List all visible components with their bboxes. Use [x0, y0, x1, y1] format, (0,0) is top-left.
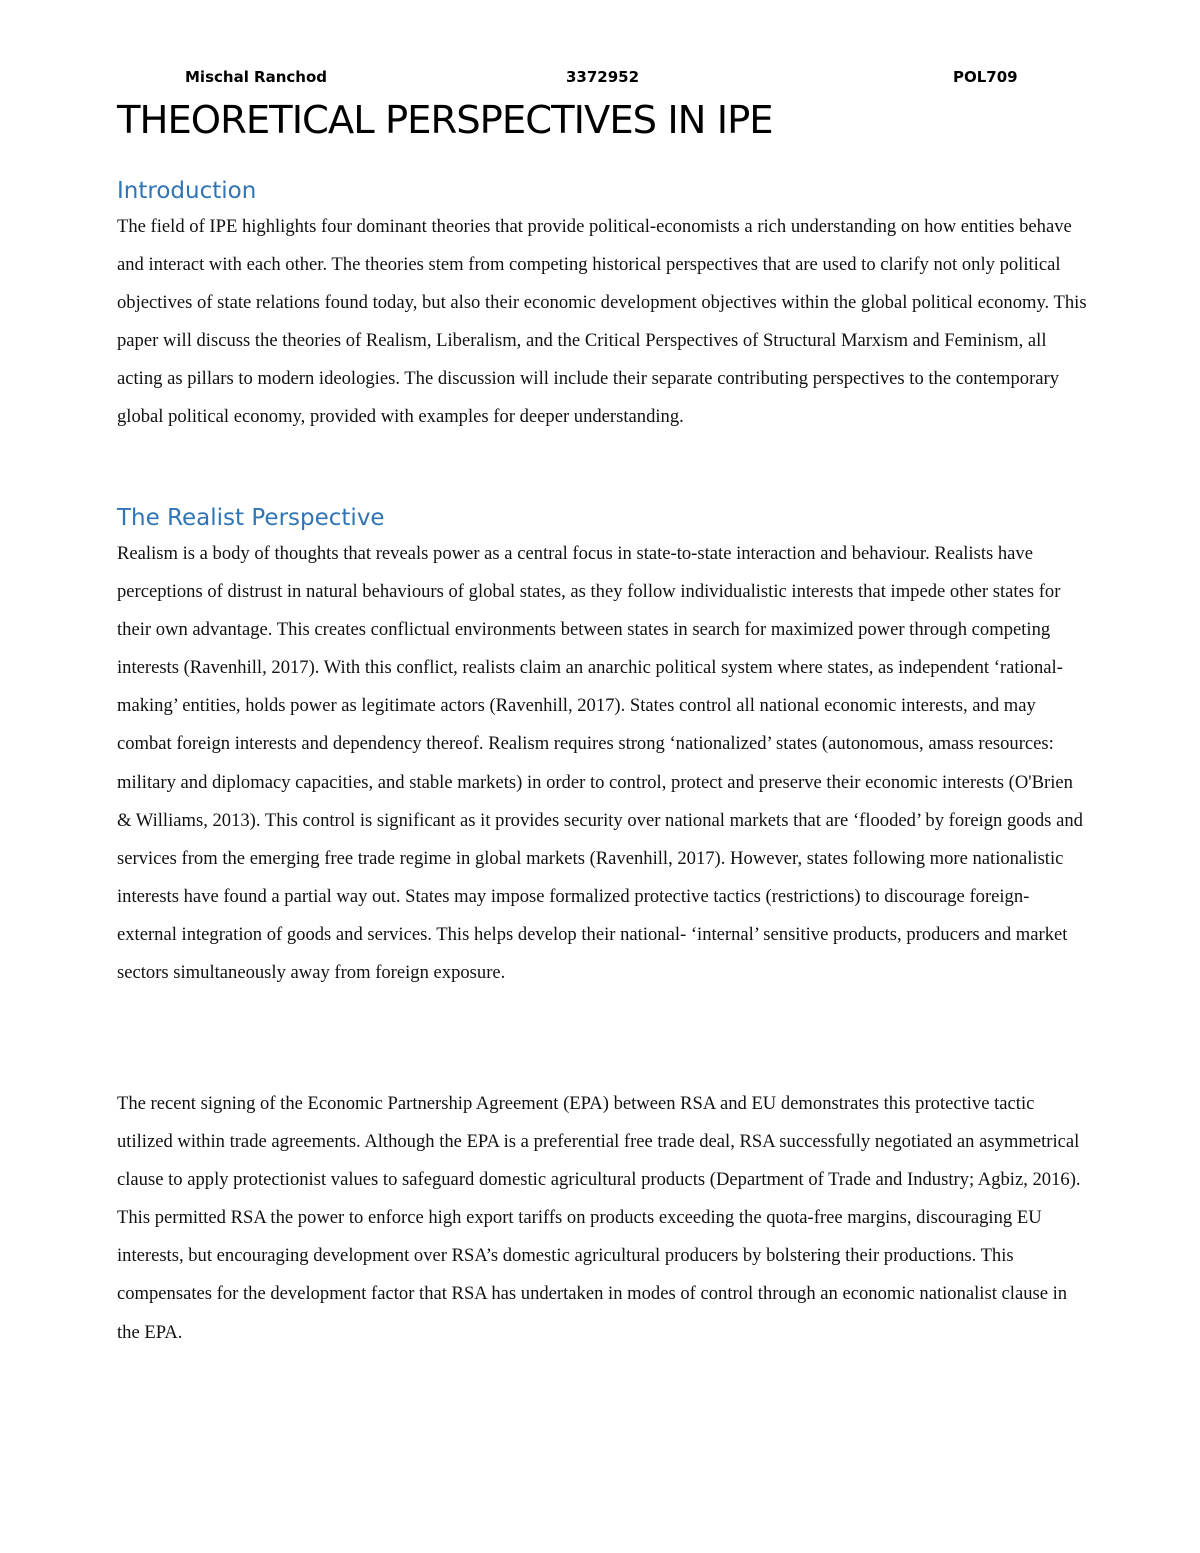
student-number: 3372952 — [566, 68, 640, 86]
paragraph-introduction: The field of IPE highlights four dominant theories that provide political-economists a rich understanding on how entities behave and interact with each other. The theories stem from competing historical perspectives that are used to clarify not only political objectives of state relations found today, but also their economic development objectives within the global political economy. This paper will discuss the theories of Realism, Liberalism, and the Critical Perspectives of Structural Marxism and Feminism, all acting as pillars to modern ideologies. The discussion will include their separate contributing perspectives to the contemporary global political economy, provided with examples for deeper understanding. — [117, 216, 1087, 428]
heading-realist-perspective: The Realist Perspective — [117, 505, 385, 531]
document-title: THEORETICAL PERSPECTIVES IN IPE — [117, 98, 773, 143]
page-header — [0, 68, 1200, 92]
paragraph-realism: Realism is a body of thoughts that reveals power as a central focus in state-to-state interaction and behaviour. Realists have perceptions of distrust in natural behaviours of global states, as they follow individualistic interests that impede other states for their own advantage. This creates conflictual environments between states in search for maximized power through competing interests (Ravenhill, 2017). With this conflict, realists claim an anarchic political system where states, as independent ‘rational-making’ entities, holds power as legitimate actors (Ravenhill, 2017). States control all national economic interests, and may combat foreign interests and dependency thereof. Realism requires strong ‘nationalized’ states (autonomous, amass resources: military and diplomacy capacities, and stable markets) in order to control, protect and preserve their economic interests (O'Brien & Williams, 2013). This control is significant as it provides security over national markets that are ‘flooded’ by foreign goods and services from the emerging free trade regime in global markets (Ravenhill, 2017). However, states following more nationalistic interests have found a partial way out. States may impose formalized protective tactics (restrictions) to discourage foreign- external integration of goods and services. This helps develop their national- ‘internal’ sensitive products, producers and market sectors simultaneously away from foreign exposure. — [117, 543, 1083, 984]
course-code: POL709 — [953, 68, 1018, 86]
heading-introduction: Introduction — [117, 178, 257, 204]
paragraph-epa-example: The recent signing of the Economic Partnership Agreement (EPA) between RSA and EU demonstrates this protective tactic utilized within trade agreements. Although the EPA is a preferential free trade deal, RSA successfully negotiated an asymmetrical clause to apply protectionist values to safeguard domestic agricultural products (Department of Trade and Industry; Agbiz, 2016). This permitted RSA the power to enforce high export tariffs on products exceeding the quota-free margins, discouraging EU interests, but encouraging development over RSA’s domestic agricultural producers by bolstering their productions. This compensates for the development factor that RSA has undertaken in modes of control through an economic nationalist clause in the EPA. — [117, 1093, 1081, 1343]
author-name: Mischal Ranchod — [185, 68, 328, 86]
